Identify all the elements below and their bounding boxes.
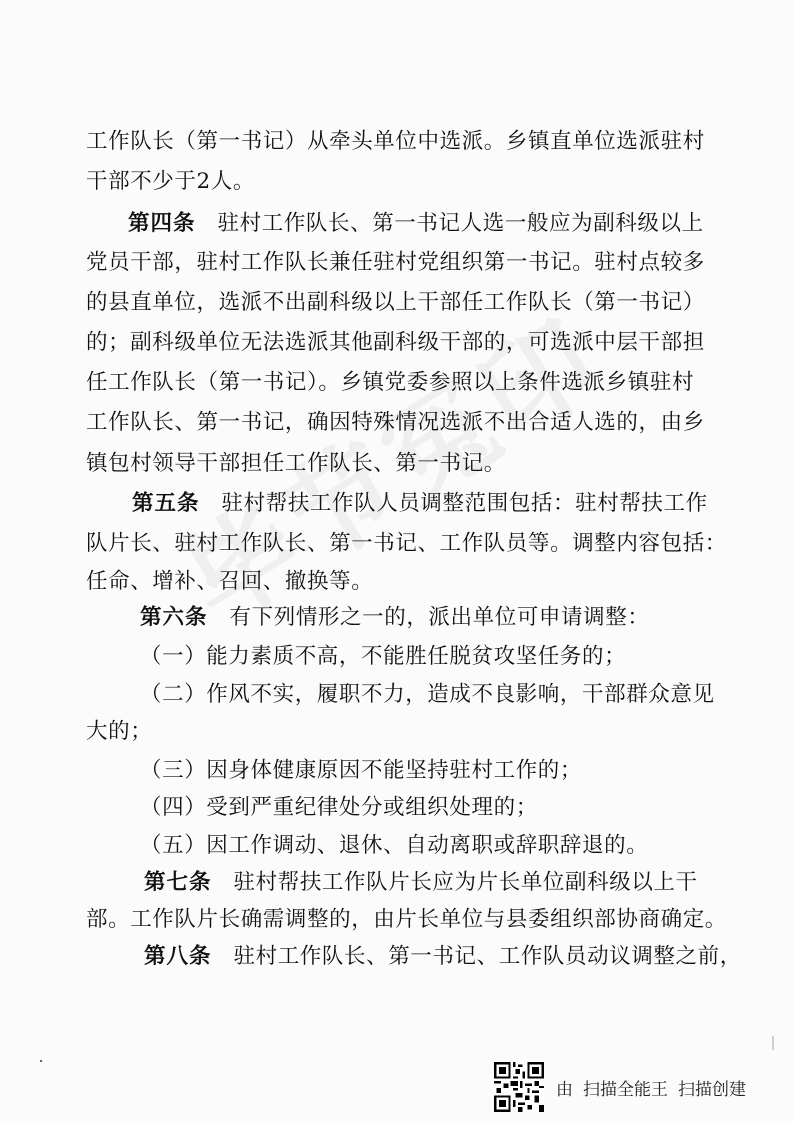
body-line: 镇包村领导干部担任工作队长、第一书记。 — [86, 451, 506, 476]
article-4-line: 第四条 驻村工作队长、第一书记人选一般应为副科级以上 — [128, 211, 704, 236]
body-line: 任命、增补、召回、撤换等。 — [86, 569, 374, 594]
body-line: 工作队长、第一书记，确因特殊情况选派不出合适人选的，由乡 — [86, 410, 705, 435]
article-heading: 第四条 — [128, 211, 196, 236]
article-6-line: 第六条 有下列情形之一的，派出单位可申请调整： — [140, 605, 650, 630]
body-line: 工作队长（第一书记）从牵头单位中选派。乡镇直单位选派驻村 — [86, 129, 705, 154]
body-line: 任工作队长（第一书记）。乡镇党委参照以上条件选派乡镇驻村 — [86, 370, 695, 395]
body-line: 的县直单位，选派不出副科级以上干部任工作队长（第一书记） — [86, 290, 705, 315]
article-5-line: 第五条 驻村帮扶工作队人员调整范围包括：驻村帮扶工作 — [132, 491, 708, 516]
body-line: 干部不少于2人。 — [86, 169, 255, 194]
list-item: （三）因身体健康原因不能坚持驻村工作的； — [140, 758, 583, 783]
article-heading: 第五条 — [132, 491, 200, 516]
body-line: 党员干部，驻村工作队长兼任驻村党组织第一书记。驻村点较多 — [86, 250, 705, 275]
qr-code-icon — [494, 1062, 544, 1112]
article-heading: 第八条 — [144, 944, 212, 969]
scan-dot — [40, 1060, 42, 1062]
article-7-line: 第七条 驻村帮扶工作队片长应为片长单位副科级以上干 — [144, 870, 698, 895]
article-heading: 第六条 — [140, 605, 208, 630]
list-item: （四）受到严重纪律处分或组织处理的； — [140, 795, 538, 820]
article-8-line: 第八条 驻村工作队长、第一书记、工作队员动议调整之前， — [144, 944, 742, 969]
list-item: （五）因工作调动、退休、自动离职或辞职辞退的。 — [140, 833, 649, 858]
scanner-footer — [494, 1062, 746, 1112]
list-item: （一）能力素质不高，不能胜任脱贫攻坚任务的； — [140, 644, 627, 669]
scan-edge-mark — [772, 1036, 774, 1050]
scanner-credit: 由 扫描全能王 扫描创建 — [556, 1079, 746, 1100]
body-line: 队片长、驻村工作队长、第一书记、工作队员等。调整内容包括： — [86, 531, 727, 556]
body-line: 大的； — [86, 719, 153, 744]
body-line: 的；副科级单位无法选派其他副科级干部的，可选派中层干部担 — [86, 330, 705, 355]
list-item: （二）作风不实，履职不力，造成不良影响，干部群众意见 — [140, 682, 715, 707]
article-heading: 第七条 — [144, 870, 212, 895]
body-line: 部。工作队片长确需调整的，由片长单位与县委组织部协商确定。 — [86, 907, 727, 932]
